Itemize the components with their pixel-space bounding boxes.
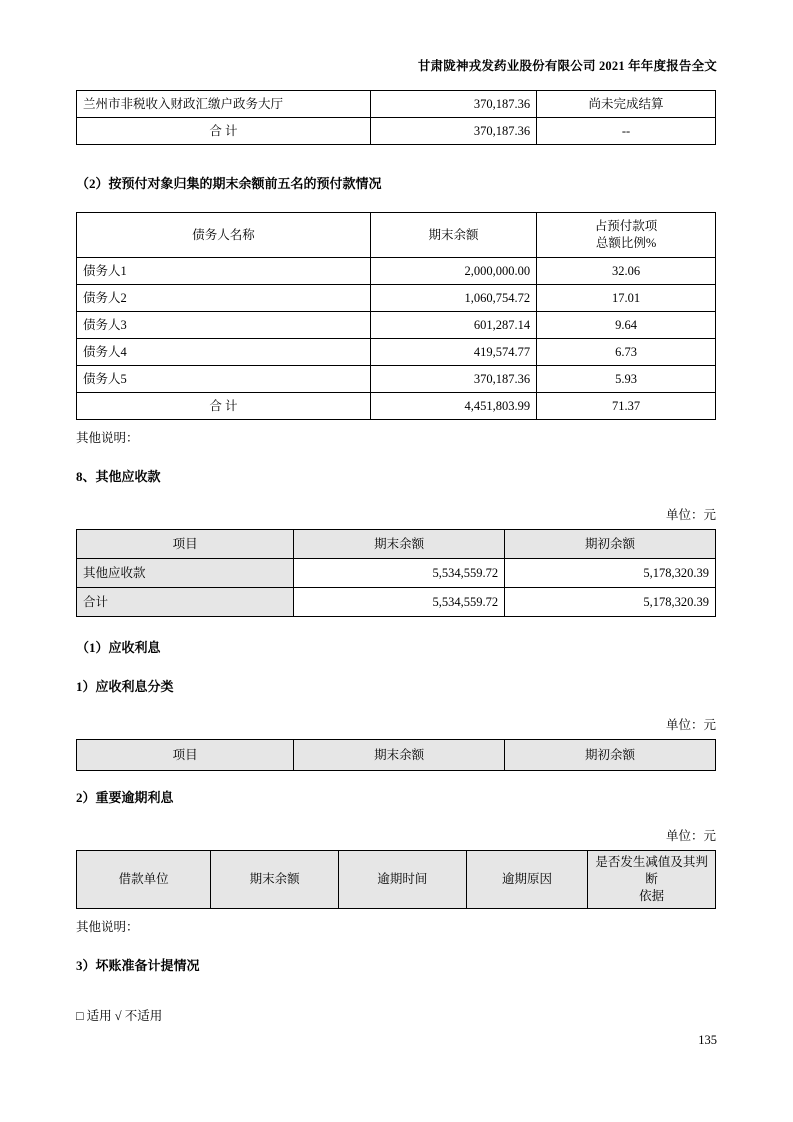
table-overdue-interest [76, 850, 716, 909]
cell-ratio: 17.01 [537, 285, 716, 312]
table-row [77, 339, 716, 366]
section-title-other-receivables: 8、其他应收款 [76, 469, 161, 484]
page-header: 甘肃陇神戎发药业股份有限公司 2021 年年度报告全文 [417, 59, 717, 73]
cell-item: 其他应收款 [77, 559, 294, 588]
cell-total-ratio: 71.37 [537, 393, 716, 420]
table-header-row [77, 740, 716, 771]
table-other-receivables [76, 529, 716, 617]
cell-total-balance: 4,451,803.99 [370, 393, 536, 420]
cell-end-balance: 5,534,559.72 [294, 588, 505, 617]
cell-item: 合计 [77, 588, 294, 617]
cell-ratio: 6.73 [537, 339, 716, 366]
header-overdue-reason: 逾期原因 [466, 851, 587, 909]
table-row [77, 312, 716, 339]
cell-balance: 2,000,000.00 [370, 258, 536, 285]
header-end-balance: 期末余额 [294, 530, 505, 559]
header-begin-balance: 期初余额 [505, 740, 716, 771]
unit-label-other-receivables: 单位：元 [665, 508, 716, 522]
cell-amount: 370,187.36 [370, 91, 536, 118]
page-number: 135 [698, 1033, 717, 1047]
table-header-row [77, 851, 716, 909]
header-ratio-line1: 占预付款项 [594, 219, 658, 234]
table-header-row [77, 213, 716, 258]
cell-balance: 601,287.14 [370, 312, 536, 339]
cell-begin-balance: 5,178,320.39 [505, 588, 716, 617]
cell-ratio: 5.93 [537, 366, 716, 393]
cell-ratio: 9.64 [537, 312, 716, 339]
header-item: 项目 [77, 740, 294, 771]
table-prepayment-government [76, 90, 716, 145]
cell-balance: 419,574.77 [370, 339, 536, 366]
cell-status: -- [537, 118, 716, 145]
header-end-balance: 期末余额 [370, 213, 536, 258]
table-row [77, 559, 716, 588]
cell-debtor-name: 债务人4 [77, 339, 371, 366]
table-prepayment-top5 [76, 212, 716, 420]
header-ratio-line2: 总额比例% [595, 236, 657, 250]
table-row [77, 258, 716, 285]
header-end-balance: 期末余额 [294, 740, 505, 771]
table-interest-classification [76, 739, 716, 771]
cell-debtor-name: 债务人2 [77, 285, 371, 312]
header-end-balance: 期末余额 [211, 851, 339, 909]
cell-debtor-name: 债务人1 [77, 258, 371, 285]
table-row [77, 588, 716, 617]
header-debtor-name: 债务人名称 [77, 213, 371, 258]
cell-status: 尚未完成结算 [537, 91, 716, 118]
section-title-overdue-interest: 2）重要逾期利息 [76, 790, 174, 805]
applicability-marker: □ 适用 √ 不适用 [76, 1009, 163, 1024]
header-begin-balance: 期初余额 [505, 530, 716, 559]
cell-amount: 370,187.36 [370, 118, 536, 145]
header-overdue-time: 逾期时间 [338, 851, 466, 909]
cell-total-label: 合 计 [77, 393, 371, 420]
header-impairment-basis-line1: 是否发生减值及其判断 [595, 855, 708, 886]
cell-ratio: 32.06 [537, 258, 716, 285]
unit-label-overdue-interest: 单位：元 [665, 829, 716, 843]
cell-end-balance: 5,534,559.72 [294, 559, 505, 588]
cell-begin-balance: 5,178,320.39 [505, 559, 716, 588]
header-ratio [537, 213, 716, 258]
cell-name: 兰州市非税收入财政汇缴户政务大厅 [77, 91, 371, 118]
other-note-overdue-interest: 其他说明： [76, 919, 139, 934]
cell-name: 合 计 [77, 118, 371, 145]
table-total-row [77, 393, 716, 420]
table-row [77, 118, 716, 145]
section-title-interest-classification: 1）应收利息分类 [76, 679, 174, 694]
header-impairment-basis-line2: 依据 [639, 888, 665, 903]
other-note-prepay: 其他说明： [76, 431, 139, 445]
page-content [76, 90, 716, 1037]
header-borrower: 借款单位 [77, 851, 211, 909]
unit-label-interest-classification: 单位：元 [665, 718, 716, 732]
cell-debtor-name: 债务人3 [77, 312, 371, 339]
header-item: 项目 [77, 530, 294, 559]
cell-debtor-name: 债务人5 [77, 366, 371, 393]
section-title-interest-receivable: （1）应收利息 [76, 640, 161, 655]
table-row [77, 91, 716, 118]
table-header-row [77, 530, 716, 559]
table-row [77, 285, 716, 312]
cell-balance: 1,060,754.72 [370, 285, 536, 312]
section-title-prepay-top5: （2）按预付对象归集的期末余额前五名的预付款情况 [76, 176, 382, 191]
table-row [77, 366, 716, 393]
section-title-bad-debt-provision: 3）坏账准备计提情况 [76, 957, 200, 973]
cell-balance: 370,187.36 [370, 366, 536, 393]
header-impairment-basis [588, 851, 716, 909]
